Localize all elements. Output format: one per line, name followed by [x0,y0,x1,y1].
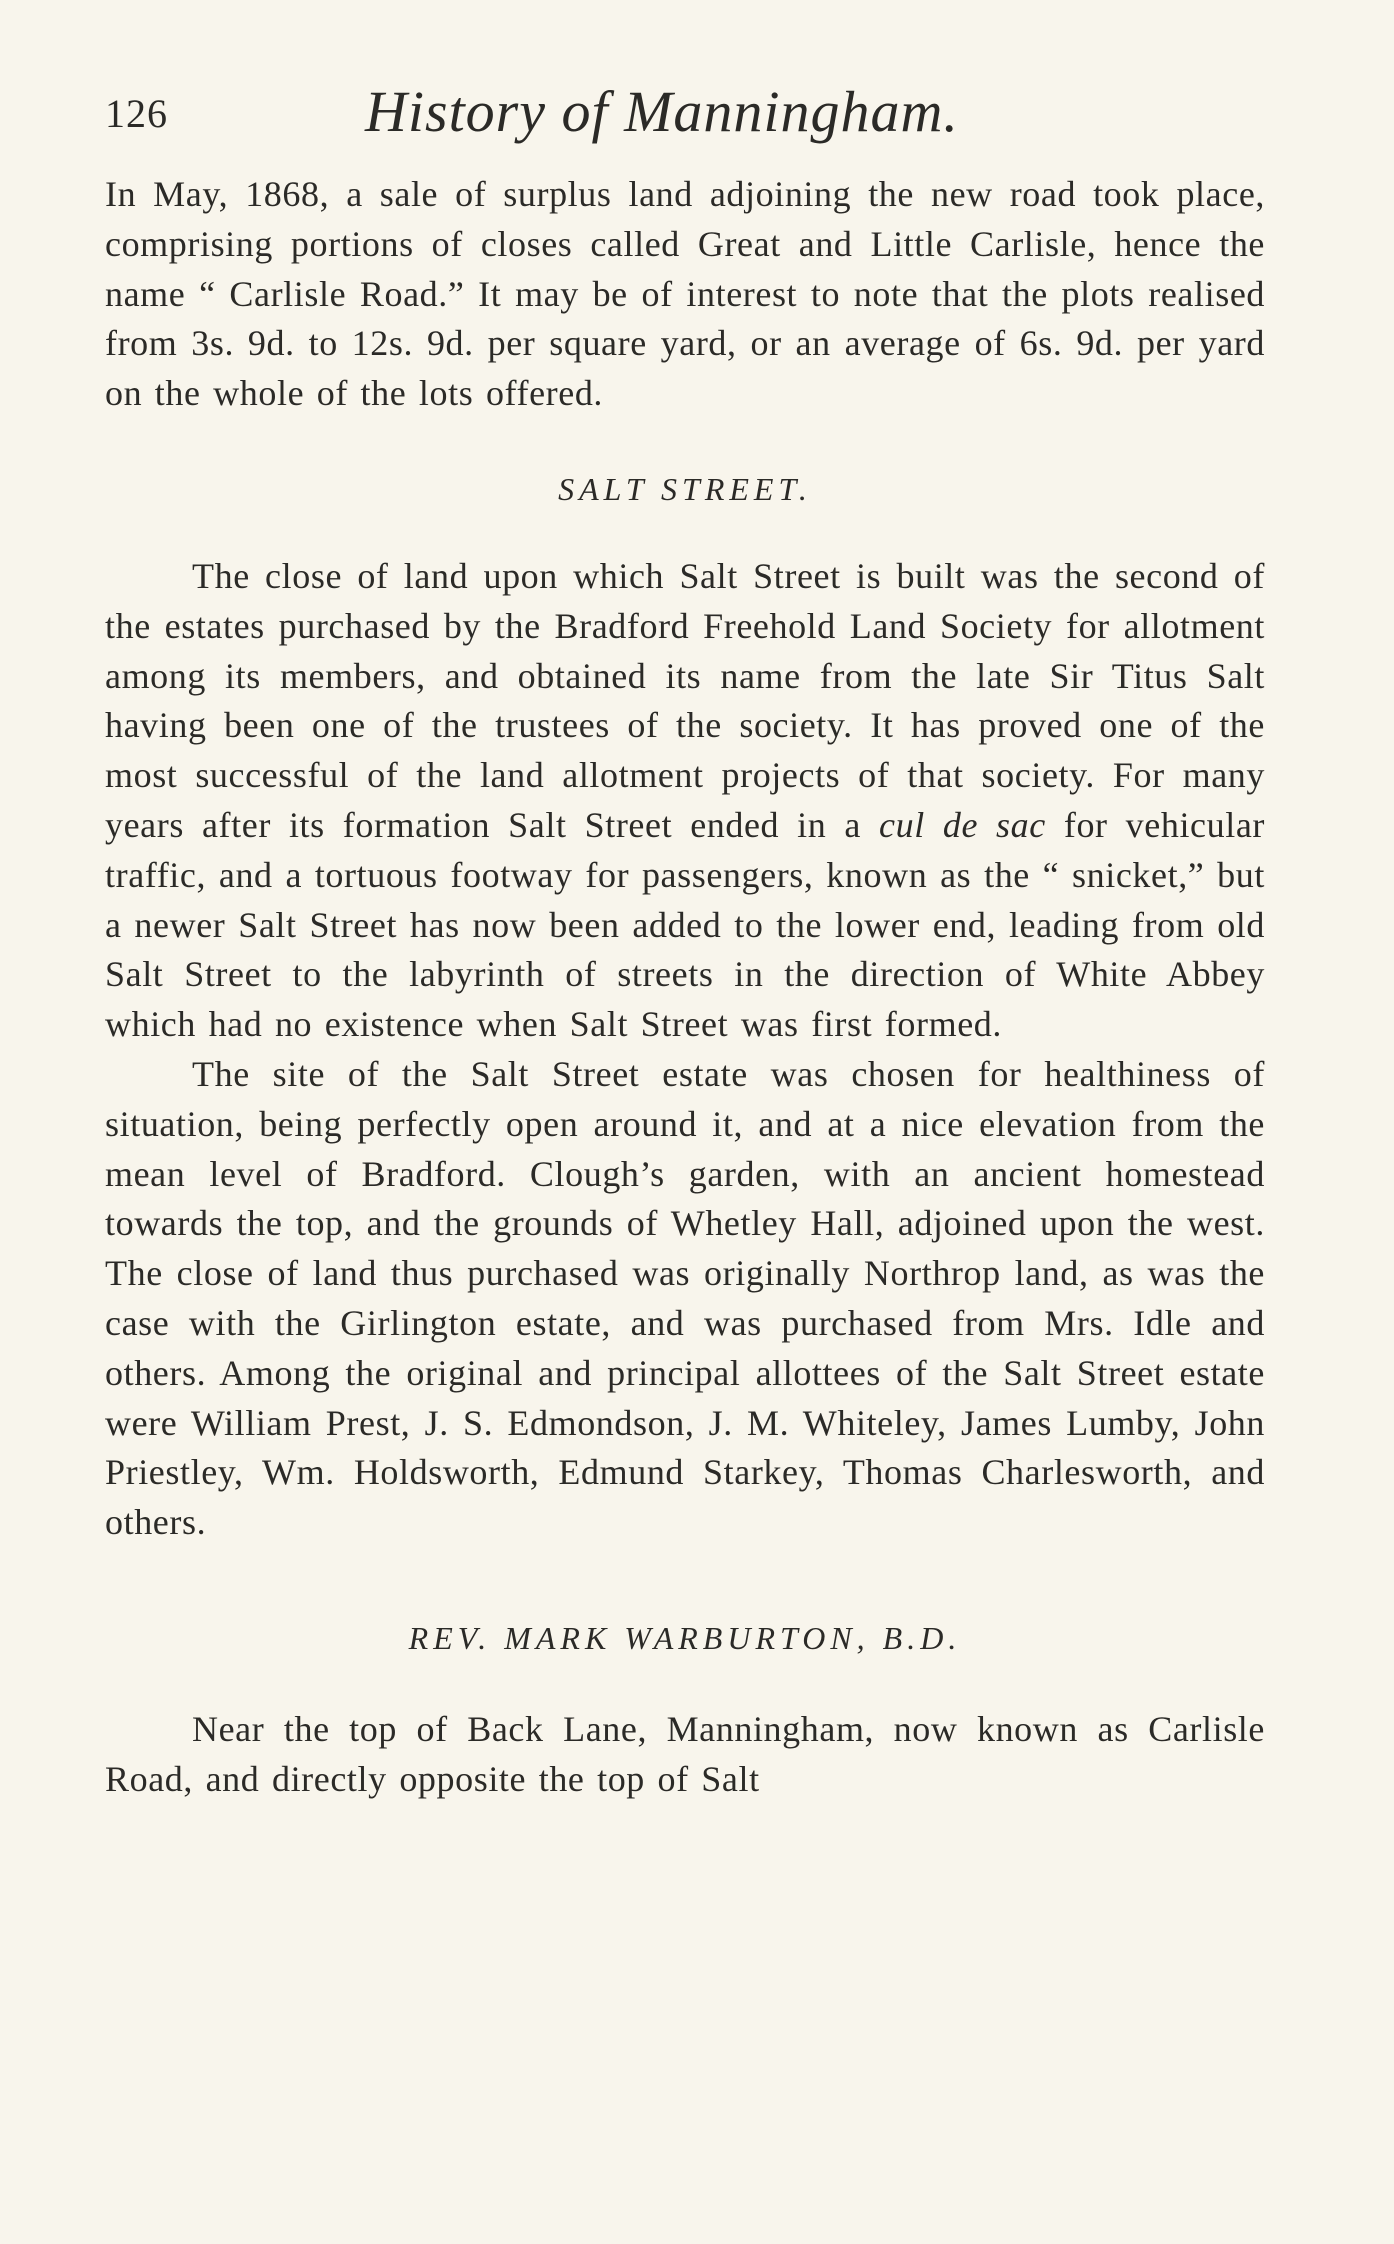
running-title: History of Manningham. [365,79,959,144]
paragraph-salt-street-estate: The site of the Salt Street estate was chosen for healthiness of situation, being perfectly open around it, and at a nice elevation from the mean level of Bradford. Clough’s garden, with an ancient homestead towards the top, and the grounds of Whetley Hall, adjoined upon the west. The close of land thus purchased was originally Northrop land, as was the case with the Girlington estate, and was purchased from Mrs. Idle and others. Among the original and principal allottees of the Salt Street estate were William Prest, J. S. Edmondson, J. M. Whiteley, James Lumby, John Priestley, Wm. Holdsworth, Edmund Starkey, Thomas Charlesworth, and others. [105,1053,1265,1543]
paragraph-back-lane: Near the top of Back Lane, Manningham, now known as Carlisle Road, and directly opposite the top of Salt [105,1708,1265,1799]
paragraph-text: for vehicular traffic, and a tortuous footway for passengers, known as the “ snicket,” but a newer Salt Street has now been added to the lower end, leading from old Salt Street to the labyrinth of streets in the direction of White Abbey which had no existence when Salt Street was first formed. [105,804,1266,1045]
heading-salt-street: SALT STREET. [558,470,812,507]
paragraph-text: The close of land upon which Salt Street is built was the second of the estates purchased by the Bradford Freehold Land Society for allotment among its members, and obtained its name from the late Sir Titus Salt having been one of the trustees of the society. It has proved one of the most successful of the land allotment projects of that society. For many years after its formation Salt Street ended in a [105,555,1265,845]
page-number: 126 [105,91,168,136]
paragraph-carlisle-road: In May, 1868, a sale of surplus land adjoining the new road took place, comprising portions of closes called Great and Little Carlisle, hence the name “ Carlisle Road.” It may be of interest to note that the plots realised from 3s. 9d. to 12s. 9d. per square yard, or an average of 6s. 9d. per yard on the whole of the lots offered. [105,174,1265,414]
heading-warburton: REV. MARK WARBURTON, B.D. [408,1619,962,1656]
paragraph-salt-street-history [105,552,1265,1050]
book-page [105,70,1265,1805]
running-head [105,70,1265,160]
italic-phrase: cul de sac [879,804,1046,845]
